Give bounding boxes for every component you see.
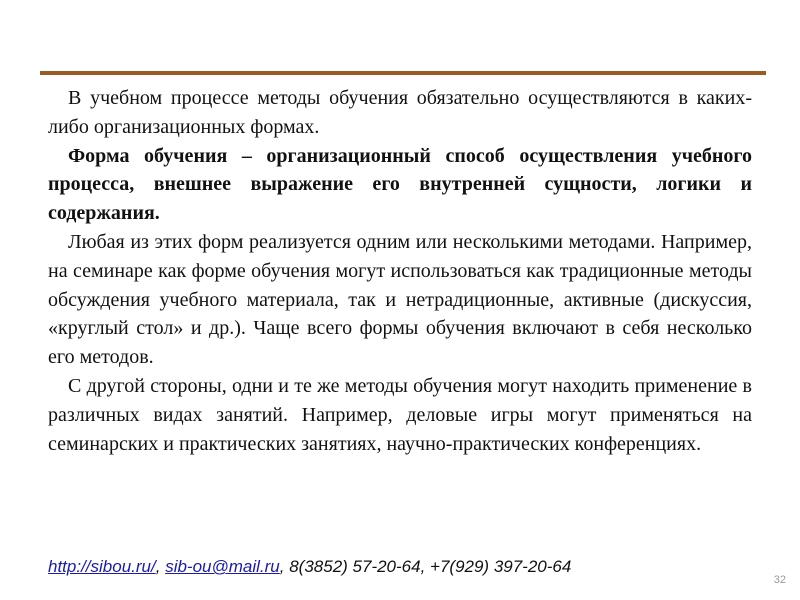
paragraph-definition: Форма обучения – организационный способ осуществления учебного процесса, внешнее выражение его внутренней сущности, логики и содержания. (48, 144, 752, 225)
email-link[interactable]: sib-ou@mail.ru (165, 557, 280, 576)
contact-footer (48, 557, 571, 577)
footer-separator: , (155, 557, 166, 576)
header-rule (40, 71, 766, 75)
slide-body (48, 84, 752, 458)
paragraph-methods: С другой стороны, одни и те же методы обучения могут находить применение в различных видах занятий. Например, деловые игры могут применяться на семинарских и практических занятиях, научно-практических конференциях. (48, 374, 752, 455)
phone-numbers: , 8(3852) 57-20-64, +7(929) 397-20-64 (279, 557, 572, 576)
website-link[interactable]: http://sibou.ru/ (48, 557, 156, 576)
paragraph-forms: Любая из этих форм реализуется одним или несколькими методами. Например, на семинаре как форме обучения могут использоваться как традиционные методы обсуждения учебного материала, так и нетрадиционные, активные (дискуссия, «круглый стол» и др.). Чаще всего формы обучения включают в себя несколько его методов. (48, 230, 752, 369)
paragraph-intro: В учебном процессе методы обучения обязательно осуществляются в каких-либо организационных формах. (48, 87, 752, 138)
page-number: 32 (773, 574, 786, 586)
